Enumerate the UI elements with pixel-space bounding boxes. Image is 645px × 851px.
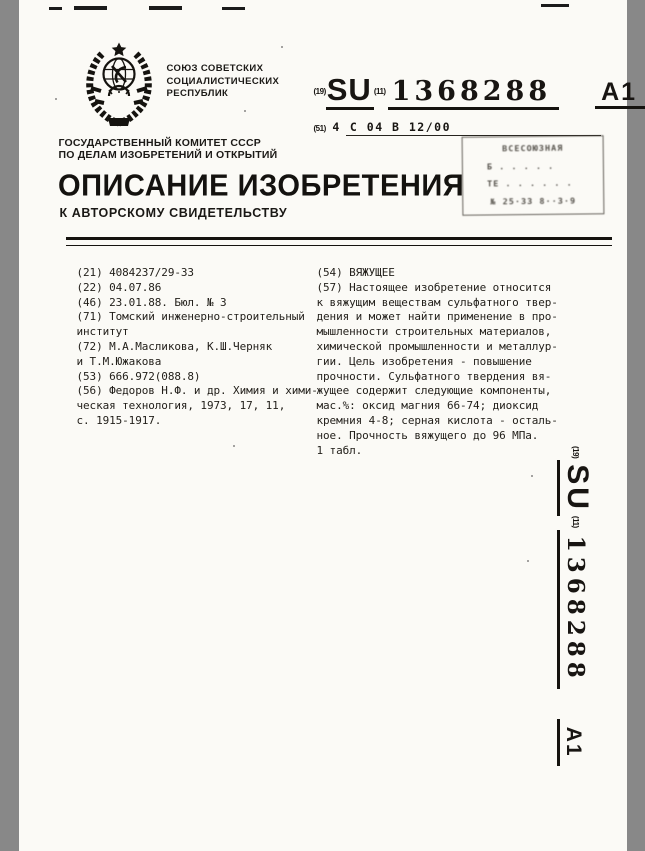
text-line: (46) 23.01.88. Бюл. № 3 — [76, 295, 227, 309]
text-line: (54) ВЯЖУЩЕЕ — [316, 266, 395, 279]
text-line: ное. Прочность вяжущего до 96 МПа. — [316, 428, 539, 442]
scan-artifact — [49, 7, 62, 10]
scan-noise — [531, 475, 533, 477]
text-line: гии. Цель изобретения - повышение — [316, 354, 532, 368]
ipc-classification-row — [314, 120, 602, 134]
side-country-code: SU — [557, 460, 594, 516]
text-line: ТЕ . . . . . . — [486, 179, 573, 190]
header-divider — [66, 237, 612, 246]
text-line: к вяжущим веществам сульфатного твер- — [316, 295, 558, 309]
side-country-prefix-label: (19) — [570, 446, 580, 459]
text-line: РЕСПУБЛИК — [166, 88, 229, 99]
text-line: (22) 04.07.86 — [76, 280, 162, 294]
publication-number: 1368288 — [388, 76, 560, 110]
union-label — [167, 63, 280, 101]
side-publication-label — [557, 446, 597, 758]
abstract-column — [317, 266, 609, 458]
text-line: жущее содержит следующие компоненты, — [316, 384, 552, 398]
text-line: ГОСУДАРСТВЕННЫЙ КОМИТЕТ СССР — [58, 137, 261, 149]
scan-noise — [281, 46, 283, 48]
text-line: мышленности строительных материалов, — [316, 325, 552, 339]
text-line: 1 табл. — [316, 443, 363, 457]
scan-artifact — [222, 7, 245, 10]
text-line: с. 1915-1917. — [76, 413, 162, 427]
scan-noise — [244, 110, 246, 112]
ipc-edition: 4 — [332, 120, 340, 134]
text-line: (71) Томский инженерно-строительный — [76, 310, 305, 324]
number-prefix-label: (11) — [373, 87, 386, 96]
side-kind-code: A1 — [557, 719, 587, 766]
side-number-prefix-label: (11) — [570, 515, 580, 528]
text-line: ческая технология, 1973, 17, 11, — [76, 399, 286, 413]
document-title: ОПИСАНИЕ ИЗОБРЕТЕНИЯ — [57, 169, 464, 203]
scan-artifact — [74, 6, 107, 10]
ussr-state-emblem-icon — [82, 41, 156, 127]
country-code: SU — [326, 72, 374, 110]
document-subtitle: К АВТОРСКОМУ СВИДЕТЕЛЬСТВУ — [59, 206, 288, 220]
text-line: институт — [76, 325, 129, 339]
text-line: ВСЕСОЮЗНАЯ — [501, 143, 563, 154]
text-line: и Т.М.Южакова — [76, 354, 162, 368]
text-line: ПО ДЕЛАМ ИЗОБРЕТЕНИЙ И ОТКРЫТИЙ — [58, 149, 278, 161]
text-line: (56) Федоров Н.Ф. и др. Химия и хими- — [76, 384, 318, 398]
ipc-class: C 04 B 12/00 — [346, 120, 601, 136]
text-line: (53) 666.972(088.8) — [76, 369, 201, 383]
publication-header — [314, 72, 645, 108]
scan-noise — [55, 98, 57, 100]
scan-artifact — [149, 6, 182, 10]
ipc-prefix-label: (51) — [313, 124, 326, 133]
kind-code: A1 — [595, 78, 645, 109]
text-line: дения и может найти применение в про- — [316, 310, 558, 324]
text-line: (21) 4084237/29-33 — [76, 266, 194, 279]
country-prefix-label: (19) — [313, 87, 326, 96]
text-line: химической промышленности и металлур- — [316, 339, 558, 353]
library-stamp — [461, 135, 604, 215]
scan-artifact — [541, 4, 569, 7]
state-committee-label — [59, 137, 278, 161]
text-line: кремния 4-8; серная кислота - осталь- — [316, 413, 558, 427]
text-line: (57) Настоящее изобретение относится — [316, 280, 552, 294]
text-line: СОЦИАЛИСТИЧЕСКИХ — [166, 75, 280, 87]
text-line: прочности. Сульфатного твердения вя- — [316, 369, 552, 383]
text-line: Б . . . . . — [486, 161, 554, 172]
text-line: (72) М.А.Масликова, К.Ш.Черняк — [76, 339, 273, 353]
text-line: № 25·33 8··3·9 — [489, 196, 576, 208]
patent-document-page — [19, 0, 638, 851]
scan-noise — [527, 560, 529, 562]
side-publication-number: 1368288 — [557, 530, 590, 689]
scan-noise — [233, 445, 235, 447]
text-line: СОЮЗ СОВЕТСКИХ — [166, 63, 264, 74]
text-line: мас.%: оксид магния 66-74; диоксид — [316, 399, 539, 413]
bibliographic-column — [77, 266, 327, 429]
